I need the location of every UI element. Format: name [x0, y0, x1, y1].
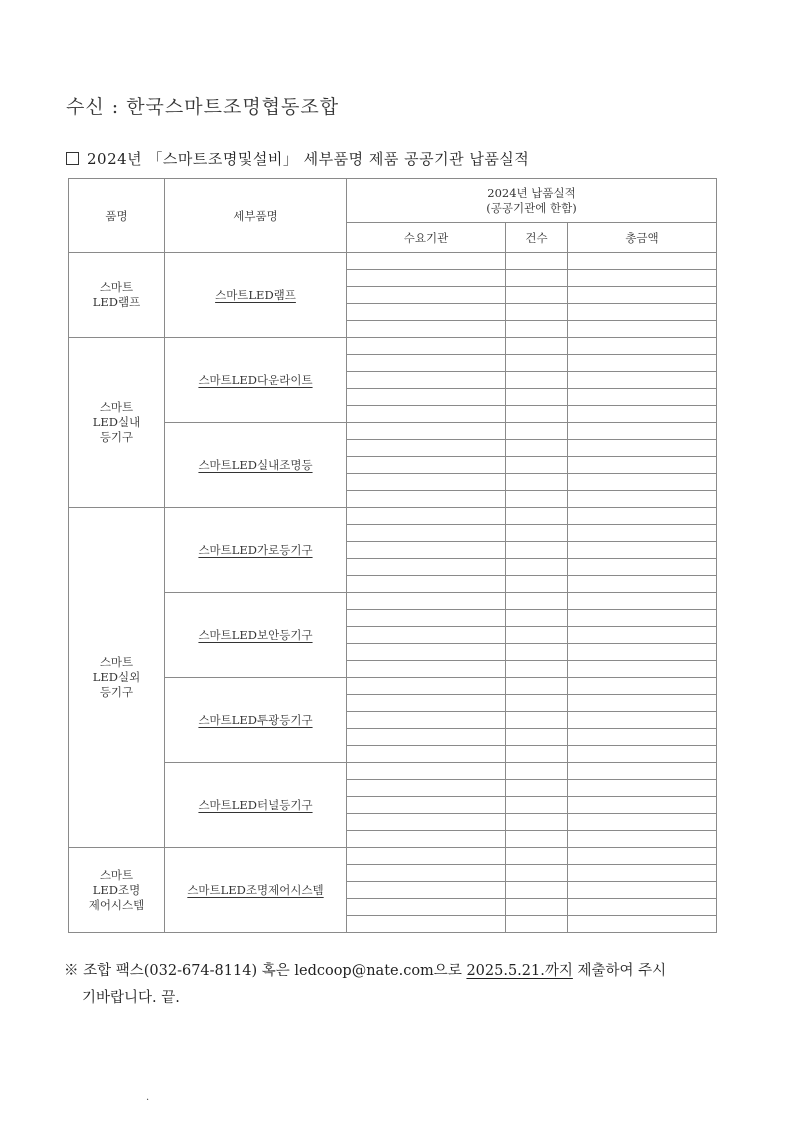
- count-cell[interactable]: [506, 865, 568, 882]
- agency-cell[interactable]: [347, 644, 506, 661]
- total-cell[interactable]: [568, 355, 717, 372]
- agency-cell[interactable]: [347, 797, 506, 814]
- table-row: [69, 423, 717, 440]
- total-cell[interactable]: [568, 474, 717, 491]
- agency-cell[interactable]: [347, 814, 506, 831]
- agency-cell[interactable]: [347, 916, 506, 933]
- table-body: [69, 253, 717, 933]
- section-title: [66, 148, 529, 169]
- count-cell[interactable]: [506, 253, 568, 270]
- footnote-text-2: 제출하여 주시: [572, 963, 667, 979]
- sub-item-cell: 스마트LED투광등기구: [165, 678, 347, 763]
- agency-cell[interactable]: [347, 253, 506, 270]
- sub-item-cell: 스마트LED조명제어시스템: [165, 848, 347, 933]
- agency-cell[interactable]: [347, 627, 506, 644]
- count-cell[interactable]: [506, 457, 568, 474]
- agency-cell[interactable]: [347, 355, 506, 372]
- count-cell[interactable]: [506, 627, 568, 644]
- agency-cell[interactable]: [347, 695, 506, 712]
- count-cell[interactable]: [506, 644, 568, 661]
- count-cell[interactable]: [506, 270, 568, 287]
- count-cell[interactable]: [506, 372, 568, 389]
- count-cell[interactable]: [506, 423, 568, 440]
- count-cell[interactable]: [506, 576, 568, 593]
- count-cell[interactable]: [506, 542, 568, 559]
- agency-cell[interactable]: [347, 678, 506, 695]
- total-cell[interactable]: [568, 712, 717, 729]
- agency-cell[interactable]: [347, 338, 506, 355]
- agency-cell[interactable]: [347, 780, 506, 797]
- total-cell[interactable]: [568, 491, 717, 508]
- count-cell[interactable]: [506, 763, 568, 780]
- agency-cell[interactable]: [347, 899, 506, 916]
- count-cell[interactable]: [506, 797, 568, 814]
- agency-cell[interactable]: [347, 593, 506, 610]
- agency-cell[interactable]: [347, 372, 506, 389]
- agency-cell[interactable]: [347, 882, 506, 899]
- sub-item-cell: 스마트LED보안등기구: [165, 593, 347, 678]
- table-row: [69, 508, 717, 525]
- sub-item-cell: 스마트LED가로등기구: [165, 508, 347, 593]
- count-cell[interactable]: [506, 338, 568, 355]
- total-cell[interactable]: [568, 831, 717, 848]
- total-cell[interactable]: [568, 627, 717, 644]
- total-cell[interactable]: [568, 525, 717, 542]
- section-title-text: 2024년 「스마트조명및설비」 세부품명 제품 공공기관 납품실적: [87, 150, 530, 168]
- count-cell[interactable]: [506, 746, 568, 763]
- total-cell[interactable]: [568, 372, 717, 389]
- total-cell[interactable]: [568, 780, 717, 797]
- agency-cell[interactable]: [347, 848, 506, 865]
- header-performance-title: 2024년 납품실적: [487, 185, 576, 200]
- table-row: [69, 848, 717, 865]
- agency-cell[interactable]: [347, 746, 506, 763]
- sub-item-cell: 스마트LED실내조명등: [165, 423, 347, 508]
- count-cell[interactable]: [506, 695, 568, 712]
- total-cell[interactable]: [568, 865, 717, 882]
- agency-cell[interactable]: [347, 610, 506, 627]
- agency-cell[interactable]: [347, 389, 506, 406]
- footnote-deadline: 2025.5.21.까지: [466, 963, 573, 979]
- header-agency: 수요기관: [347, 223, 506, 253]
- sub-item-cell: 스마트LED터널등기구: [165, 763, 347, 848]
- total-cell[interactable]: [568, 287, 717, 304]
- total-cell[interactable]: [568, 304, 717, 321]
- agency-cell[interactable]: [347, 287, 506, 304]
- total-cell[interactable]: [568, 661, 717, 678]
- header-performance-note: (공공기관에 한함): [486, 200, 577, 215]
- total-cell[interactable]: [568, 440, 717, 457]
- category-cell: 스마트 LED조명 제어시스템: [69, 848, 165, 933]
- agency-cell[interactable]: [347, 729, 506, 746]
- count-cell[interactable]: [506, 559, 568, 576]
- category-cell: 스마트 LED램프: [69, 253, 165, 338]
- page-mark: .: [146, 1092, 150, 1103]
- total-cell[interactable]: [568, 270, 717, 287]
- count-cell[interactable]: [506, 882, 568, 899]
- total-cell[interactable]: [568, 746, 717, 763]
- count-cell[interactable]: [506, 321, 568, 338]
- count-cell[interactable]: [506, 814, 568, 831]
- count-cell[interactable]: [506, 678, 568, 695]
- table-row: [69, 763, 717, 780]
- count-cell[interactable]: [506, 899, 568, 916]
- count-cell[interactable]: [506, 508, 568, 525]
- count-cell[interactable]: [506, 491, 568, 508]
- count-cell[interactable]: [506, 661, 568, 678]
- header-total: 총금액: [568, 223, 717, 253]
- count-cell[interactable]: [506, 474, 568, 491]
- total-cell[interactable]: [568, 797, 717, 814]
- agency-cell[interactable]: [347, 474, 506, 491]
- agency-cell[interactable]: [347, 542, 506, 559]
- count-cell[interactable]: [506, 304, 568, 321]
- agency-cell[interactable]: [347, 457, 506, 474]
- header-item: 품명: [69, 179, 165, 253]
- count-cell[interactable]: [506, 406, 568, 423]
- count-cell[interactable]: [506, 780, 568, 797]
- category-cell: 스마트 LED실외 등기구: [69, 508, 165, 848]
- total-cell[interactable]: [568, 542, 717, 559]
- agency-cell[interactable]: [347, 559, 506, 576]
- table-row: [69, 593, 717, 610]
- total-cell[interactable]: [568, 423, 717, 440]
- agency-cell[interactable]: [347, 525, 506, 542]
- footnote-text-1: ※ 조합 팩스(032-674-8114) 혹은 ledcoop@nate.com으로: [64, 963, 467, 979]
- agency-cell[interactable]: [347, 440, 506, 457]
- total-cell[interactable]: [568, 610, 717, 627]
- agency-cell[interactable]: [347, 491, 506, 508]
- agency-cell[interactable]: [347, 865, 506, 882]
- sub-item-cell: 스마트LED다운라이트: [165, 338, 347, 423]
- total-cell[interactable]: [568, 508, 717, 525]
- count-cell[interactable]: [506, 831, 568, 848]
- total-cell[interactable]: [568, 644, 717, 661]
- count-cell[interactable]: [506, 593, 568, 610]
- table-row: [69, 678, 717, 695]
- total-cell[interactable]: [568, 338, 717, 355]
- count-cell[interactable]: [506, 916, 568, 933]
- recipient-line: 수신 : 한국스마트조명협동조합: [66, 96, 340, 118]
- table-row: [69, 338, 717, 355]
- count-cell[interactable]: [506, 287, 568, 304]
- total-cell[interactable]: [568, 729, 717, 746]
- count-cell[interactable]: [506, 440, 568, 457]
- agency-cell[interactable]: [347, 423, 506, 440]
- count-cell[interactable]: [506, 610, 568, 627]
- count-cell[interactable]: [506, 525, 568, 542]
- total-cell[interactable]: [568, 576, 717, 593]
- footnote-line-1: [64, 958, 724, 985]
- total-cell[interactable]: [568, 321, 717, 338]
- sub-item-cell: 스마트LED램프: [165, 253, 347, 338]
- total-cell[interactable]: [568, 593, 717, 610]
- count-cell[interactable]: [506, 729, 568, 746]
- count-cell[interactable]: [506, 712, 568, 729]
- agency-cell[interactable]: [347, 763, 506, 780]
- total-cell[interactable]: [568, 406, 717, 423]
- count-cell[interactable]: [506, 389, 568, 406]
- agency-cell[interactable]: [347, 661, 506, 678]
- header-count: 건수: [506, 223, 568, 253]
- total-cell[interactable]: [568, 814, 717, 831]
- total-cell[interactable]: [568, 389, 717, 406]
- table-row: [69, 253, 717, 270]
- category-cell: 스마트 LED실내 등기구: [69, 338, 165, 508]
- performance-table: [68, 178, 717, 933]
- total-cell[interactable]: [568, 916, 717, 933]
- count-cell[interactable]: [506, 355, 568, 372]
- agency-cell[interactable]: [347, 576, 506, 593]
- agency-cell[interactable]: [347, 321, 506, 338]
- total-cell[interactable]: [568, 882, 717, 899]
- agency-cell[interactable]: [347, 831, 506, 848]
- header-performance: [347, 179, 717, 223]
- count-cell[interactable]: [506, 848, 568, 865]
- footnote-line-2: 기바랍니다. 끝.: [82, 990, 180, 1006]
- total-cell[interactable]: [568, 559, 717, 576]
- agency-cell[interactable]: [347, 270, 506, 287]
- agency-cell[interactable]: [347, 406, 506, 423]
- total-cell[interactable]: [568, 899, 717, 916]
- total-cell[interactable]: [568, 678, 717, 695]
- total-cell[interactable]: [568, 695, 717, 712]
- agency-cell[interactable]: [347, 508, 506, 525]
- footnote: [64, 958, 724, 1012]
- total-cell[interactable]: [568, 763, 717, 780]
- total-cell[interactable]: [568, 253, 717, 270]
- agency-cell[interactable]: [347, 712, 506, 729]
- agency-cell[interactable]: [347, 304, 506, 321]
- checkbox-icon: [66, 152, 79, 165]
- header-sub-item: 세부품명: [165, 179, 347, 253]
- total-cell[interactable]: [568, 457, 717, 474]
- total-cell[interactable]: [568, 848, 717, 865]
